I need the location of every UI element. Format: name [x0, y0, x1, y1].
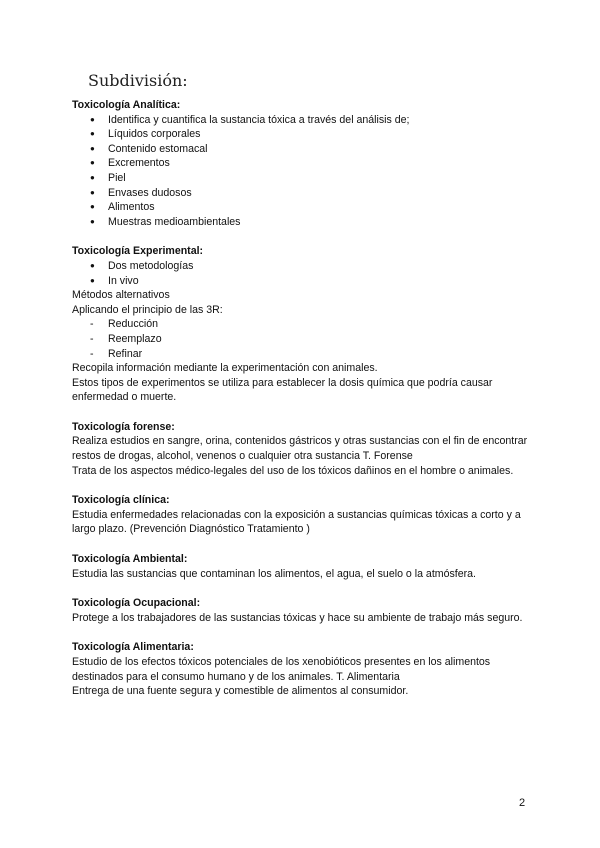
document-page — [72, 70, 532, 699]
list-item: - Reemplazo — [72, 332, 532, 347]
paragraph: Protege a los trabajadores de las sustancias tóxicas y hace su ambiente de trabajo más seguro. — [72, 611, 523, 624]
dash-list — [72, 317, 532, 361]
section-title: Toxicología forense: — [72, 420, 175, 433]
paragraph: Aplicando el principio de las 3R: — [72, 303, 223, 316]
section-forense — [72, 420, 532, 478]
section-analitica — [72, 98, 532, 229]
bullet-list — [72, 259, 532, 288]
paragraph: Recopila información mediante la experimentación con animales. — [72, 362, 378, 375]
section-title: Toxicología Ocupacional: — [72, 597, 201, 610]
paragraph: Trata de los aspectos médico-legales del uso de los tóxicos dañinos en el hombre o animales. — [72, 464, 514, 477]
paragraph: Realiza estudios en sangre, orina, contenidos gástricos y otras sustancias con el fin de encontrar restos de drogas, alcohol, venenos o cualquier otra sustancia T. Forense — [72, 435, 528, 463]
list-item: ● Líquidos corporales — [72, 127, 532, 142]
list-item: ● Muestras medioambientales — [72, 215, 532, 230]
section-clinica — [72, 493, 532, 537]
list-item: ● Piel — [72, 171, 532, 186]
list-item: ● In vivo — [72, 274, 532, 289]
list-item: - Refinar — [72, 347, 532, 362]
list-item: - Reducción — [72, 317, 532, 332]
section-experimental — [72, 244, 532, 405]
section-title: Toxicología Analítica: — [72, 99, 181, 111]
paragraph: Entrega de una fuente segura y comestible de alimentos al consumidor. — [72, 685, 409, 698]
page-number: 2 — [519, 797, 526, 809]
section-ocupacional — [72, 596, 532, 625]
paragraph: Estudia las sustancias que contaminan los alimentos, el agua, el suelo o la atmósfera. — [72, 567, 476, 580]
list-item: ● Contenido estomacal — [72, 142, 532, 157]
paragraph: Métodos alternativos — [72, 289, 170, 302]
paragraph: Estos tipos de experimentos se utiliza para establecer la dosis química que podría causar enfermedad o muerte. — [72, 376, 493, 404]
section-title: Toxicología Ambiental: — [72, 553, 188, 566]
section-title: Toxicología Alimentaria: — [72, 641, 194, 654]
section-title: Toxicología clínica: — [72, 494, 170, 507]
section-title: Toxicología Experimental: — [72, 245, 204, 258]
paragraph: Estudia enfermedades relacionadas con la exposición a sustancias químicas tóxicas a corto y a largo plazo. (Prevención Diagnóstico Tratamiento ) — [72, 508, 521, 536]
list-item: ● Envases dudosos — [72, 186, 532, 201]
list-item: ● Alimentos — [72, 200, 532, 215]
page-heading: Subdivisión: — [88, 71, 188, 90]
list-item: ● Excrementos — [72, 156, 532, 171]
list-item: ● Identifica y cuantifica la sustancia tóxica a través del análisis de; — [72, 113, 532, 128]
list-item: ● Dos metodologías — [72, 259, 532, 274]
bullet-list — [72, 113, 532, 230]
section-ambiental — [72, 552, 532, 581]
section-alimentaria — [72, 640, 532, 698]
paragraph: Estudio de los efectos tóxicos potenciales de los xenobióticos presentes en los alimentos destinados para el consumo humano y de los animales. T. Alimentaria — [72, 656, 491, 683]
